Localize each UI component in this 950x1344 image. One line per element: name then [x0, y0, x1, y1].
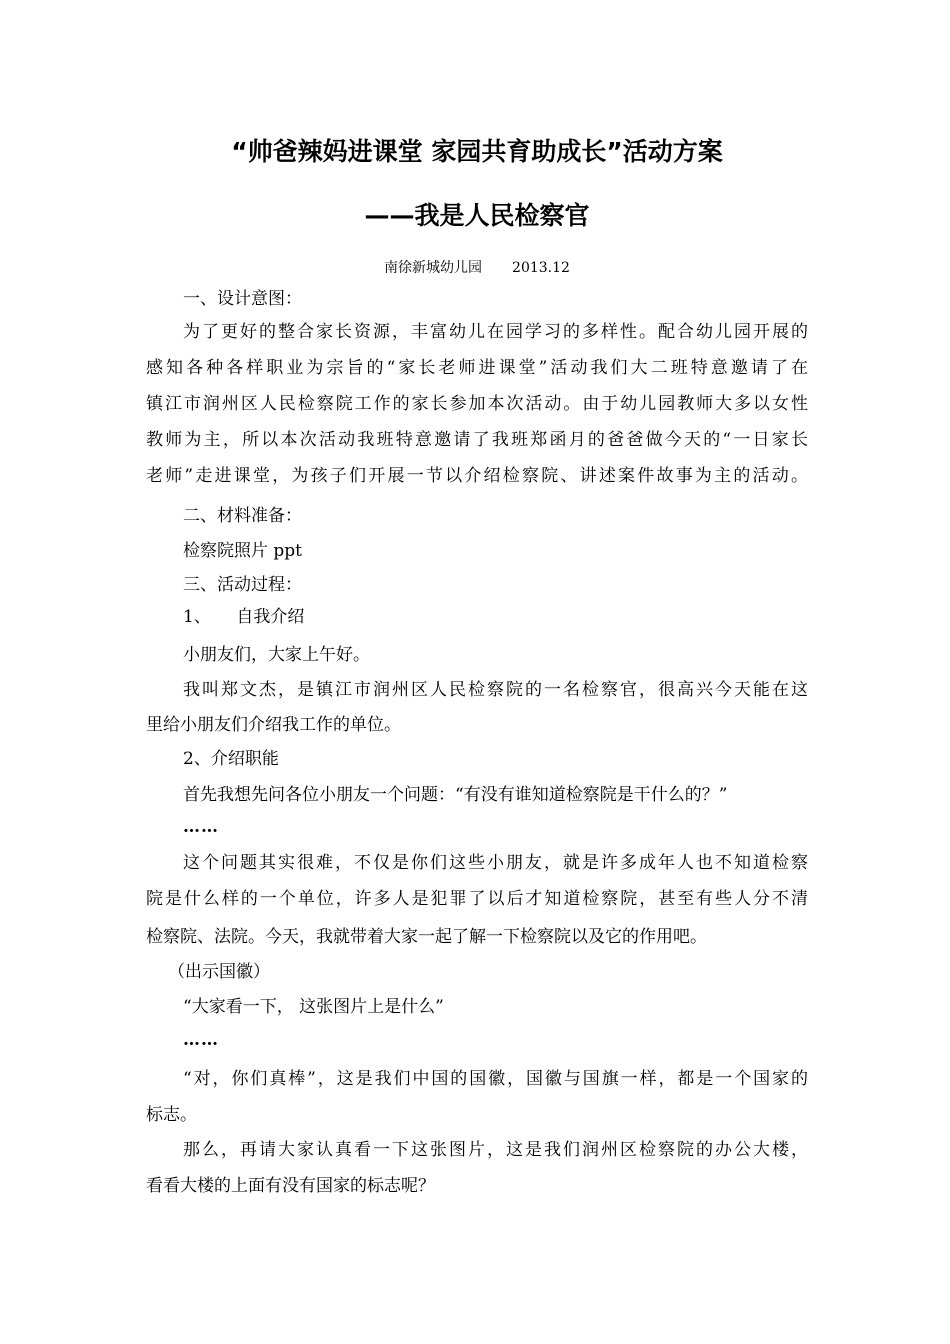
paragraph-line: 检察院照片 ppt	[183, 541, 302, 561]
section-heading-2: 二、材料准备：	[183, 506, 302, 526]
paragraph-line: 院是什么样的一个单位，许多人是犯罪了以后才知道检察院，甚至有些人分不清	[146, 889, 808, 909]
paragraph-line: 小朋友们，大家上午好。	[183, 645, 370, 665]
stage-direction: （出示国徽）	[168, 962, 270, 982]
paragraph-line: 那么，再请大家认真看一下这张图片，这是我们润州区检察院的办公大楼，	[183, 1140, 808, 1160]
paragraph-line: “大家看一下， 这张图片上是什么”	[183, 997, 444, 1017]
paragraph-line: 教师为主，所以本次活动我班特意邀请了我班郑函月的爸爸做今天的“一日家长	[146, 430, 808, 450]
ellipsis-line: ……	[183, 817, 219, 837]
paragraph-line: 为了更好的整合家长资源，丰富幼儿在园学习的多样性。配合幼儿园开展的	[183, 322, 808, 342]
paragraph-line: 感知各种各样职业为宗旨的“家长老师进课堂”活动我们大二班特意邀请了在	[146, 358, 808, 378]
ellipsis-line: ……	[183, 1030, 219, 1050]
paragraph-line: 看看大楼的上面有没有国家的标志呢？	[146, 1176, 435, 1196]
paragraph-line: 我叫郑文杰，是镇江市润州区人民检察院的一名检察官，很高兴今天能在这	[183, 680, 808, 700]
step-heading: 1、 自我介绍	[183, 607, 305, 627]
document-title: “帅爸辣妈进课堂 家园共育助成长”活动方案	[231, 137, 723, 166]
paragraph-line: 里给小朋友们介绍我工作的单位。	[146, 715, 401, 735]
step-heading: 2、介绍职能	[183, 749, 279, 769]
paragraph-line: 老师”走进课堂，为孩子们开展一节以介绍检察院、讲述案件故事为主的活动。	[146, 466, 808, 486]
paragraph-line: 镇江市润州区人民检察院工作的家长参加本次活动。由于幼儿园教师大多以女性	[146, 394, 808, 414]
section-heading-1: 一、设计意图：	[183, 289, 302, 309]
paragraph-line: “对，你们真棒”，这是我们中国的国徽，国徽与国旗一样，都是一个国家的	[183, 1069, 808, 1089]
paragraph-line: 这个问题其实很难，不仅是你们这些小朋友，就是许多成年人也不知道检察	[183, 853, 808, 873]
section-heading-3: 三、活动过程：	[183, 575, 302, 595]
byline-school: 南徐新城幼儿园	[384, 260, 483, 276]
paragraph-line: 首先我想先问各位小朋友一个问题：“有没有谁知道检察院是干什么的？”	[183, 785, 728, 805]
byline-date: 2013.12	[512, 260, 570, 276]
paragraph-line: 检察院、法院。今天，我就带着大家一起了解一下检察院以及它的作用吧。	[146, 927, 707, 947]
document-subtitle: ——我是人民检察官	[364, 201, 590, 230]
byline	[146, 257, 808, 277]
paragraph-line: 标志。	[146, 1105, 197, 1125]
